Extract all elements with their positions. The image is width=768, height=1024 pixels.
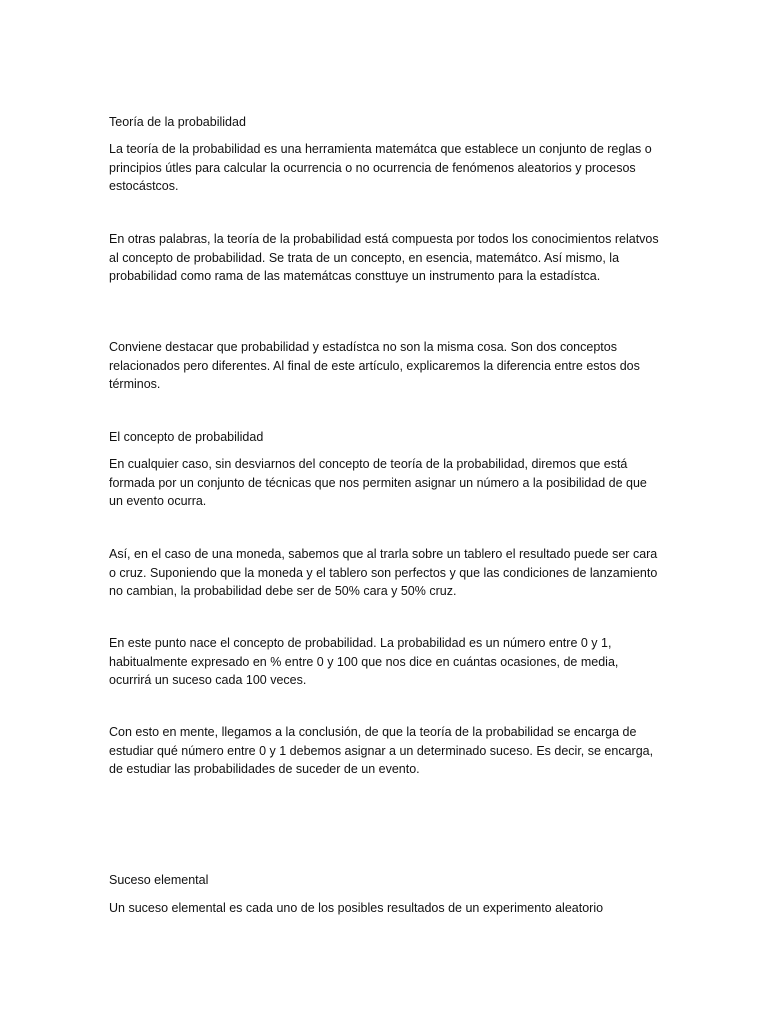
paragraph-punto: En este punto nace el concepto de probabilidad. La probabilidad es un número entre 0 y 1, habitualmente expresado en % entre 0 y 100 que nos dice en cuántas ocasiones, de media, ocurrirá un suceso cada 100 veces. — [109, 636, 619, 687]
paragraph-conviene: Conviene destacar que probabilidad y estadístca no son la misma cosa. Son dos conceptos relacionados pero diferentes. Al final de este artículo, explicaremos la diferencia entre estos dos términos. — [109, 340, 640, 391]
paragraph-suceso: Un suceso elemental es cada uno de los posibles resultados de un experimento aleatorio — [109, 901, 604, 915]
section-heading-concepto: El concepto de probabilidad — [109, 430, 264, 444]
paragraph-intro: La teoría de la probabilidad es una herramienta matemátca que establece un conjunto de reglas o principios útles para calcular la ocurrencia o no ocurrencia de fenómenos aleatorios y procesos estocástcos. — [109, 142, 652, 193]
paragraph-moneda: Así, en el caso de una moneda, sabemos que al trarla sobre un tablero el resultado puede ser cara o cruz. Suponiendo que la moneda y el tablero son perfectos y que las condiciones de lanzamiento no cambian, la probabilidad debe ser de 50% cara y 50% cruz. — [109, 547, 658, 598]
section-heading-suceso: Suceso elemental — [109, 873, 209, 887]
paragraph-cualquier-caso: En cualquier caso, sin desviarnos del concepto de teoría de la probabilidad, diremos que está formada por un conjunto de técnicas que nos permiten asignar un número a la posibilidad de que un evento ocurra. — [109, 457, 647, 508]
paragraph-otras-palabras: En otras palabras, la teoría de la probabilidad está compuesta por todos los conocimientos relatvos al concepto de probabilidad. Se trata de un concepto, en esencia, matemátco. Así mismo, la probabilidad como rama de las matemátcas consttuye un instrumento para la estadístca. — [109, 232, 659, 283]
paragraph-conclusion: Con esto en mente, llegamos a la conclusión, de que la teoría de la probabilidad se encarga de estudiar qué número entre 0 y 1 debemos asignar a un determinado suceso. Es decir, se encarga, de estudiar las probabilidades de suceder de un evento. — [109, 725, 654, 776]
section-heading-teoria: Teoría de la probabilidad — [109, 115, 246, 129]
